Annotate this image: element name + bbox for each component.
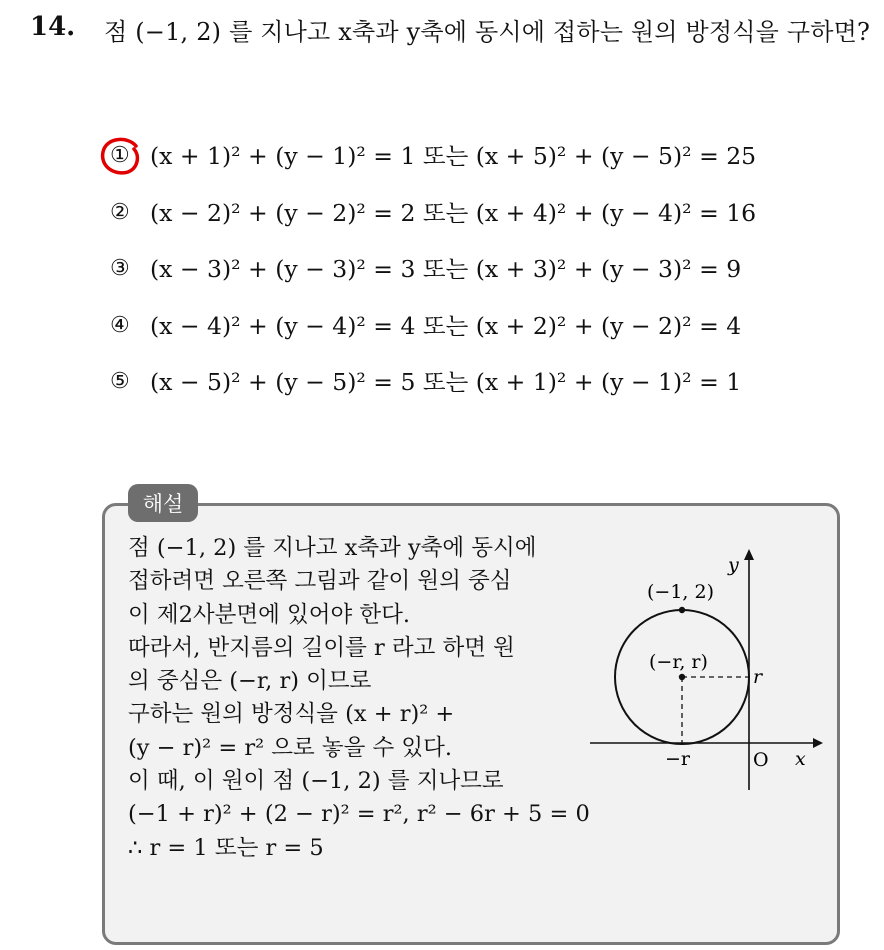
option-5[interactable] <box>110 360 756 417</box>
x-axis-arrow-icon <box>813 738 823 748</box>
question-number: 14. <box>30 12 76 42</box>
option-number: ① <box>110 143 130 168</box>
question-text: 점 (−1, 2) 를 지나고 x축과 y축에 동시에 접하는 원의 방정식을 구하면? <box>104 18 871 46</box>
solution-line: (−1 + r)² + (2 − r)² = r², r² − 6r + 5 = 0 <box>128 801 590 828</box>
solution-line: ∴ r = 1 또는 r = 5 <box>128 834 324 861</box>
option-2[interactable] <box>110 191 756 248</box>
option-equation: (x − 5)² + (y − 5)² = 5 또는 (x + 1)² + (y − 1)² = 1 <box>150 368 742 396</box>
y-axis-arrow-icon <box>744 549 754 560</box>
option-number: ④ <box>110 312 130 338</box>
y-axis-label: y <box>728 554 739 576</box>
r-label: r <box>753 666 763 688</box>
option-equation: (x + 1)² + (y − 1)² = 1 또는 (x + 5)² + (y − 5)² = 25 <box>150 142 757 170</box>
solution-line: 따라서, 반지름의 길이를 r 라고 하면 원 <box>128 634 515 661</box>
option-equation: (x − 4)² + (y − 4)² = 4 또는 (x + 2)² + (y − 2)² = 4 <box>150 311 742 340</box>
answer-options <box>110 134 756 417</box>
solution-line: 접하려면 오른쪽 그림과 같이 원의 중심 <box>128 568 512 595</box>
solution-tag: 해설 <box>128 484 198 522</box>
option-number: ② <box>110 199 130 225</box>
center-point <box>679 674 685 680</box>
origin-label: O <box>753 749 769 771</box>
option-number: ⑤ <box>110 369 130 394</box>
given-point <box>679 607 685 613</box>
option-3[interactable] <box>110 247 756 304</box>
neg-r-label: −r <box>665 748 691 770</box>
solution-line: 점 (−1, 2) 를 지나고 x축과 y축에 동시에 <box>128 535 537 561</box>
circle-diagram <box>585 545 830 800</box>
option-equation: (x − 2)² + (y − 2)² = 2 또는 (x + 4)² + (y − 4)² = 16 <box>150 198 757 227</box>
option-number: ③ <box>110 256 130 281</box>
option-1[interactable] <box>110 134 756 191</box>
x-axis-label: x <box>795 748 806 770</box>
solution-line: 이 때, 이 원이 점 (−1, 2) 를 지나므로 <box>128 768 504 795</box>
solution-line: 구하는 원의 방정식을 (x + r)² + <box>128 701 455 728</box>
center-label: (−r, r) <box>649 651 708 673</box>
solution-line: 의 중심은 (−r, r) 이므로 <box>128 668 372 695</box>
option-4[interactable] <box>110 304 756 361</box>
given-point-label: (−1, 2) <box>647 581 715 603</box>
solution-text <box>128 532 590 865</box>
solution-line: 이 제2사분면에 있어야 한다. <box>128 601 411 628</box>
solution-line: (y − r)² = r² 으로 놓을 수 있다. <box>128 734 453 761</box>
option-equation: (x − 3)² + (y − 3)² = 3 또는 (x + 3)² + (y − 3)² = 9 <box>150 255 742 283</box>
